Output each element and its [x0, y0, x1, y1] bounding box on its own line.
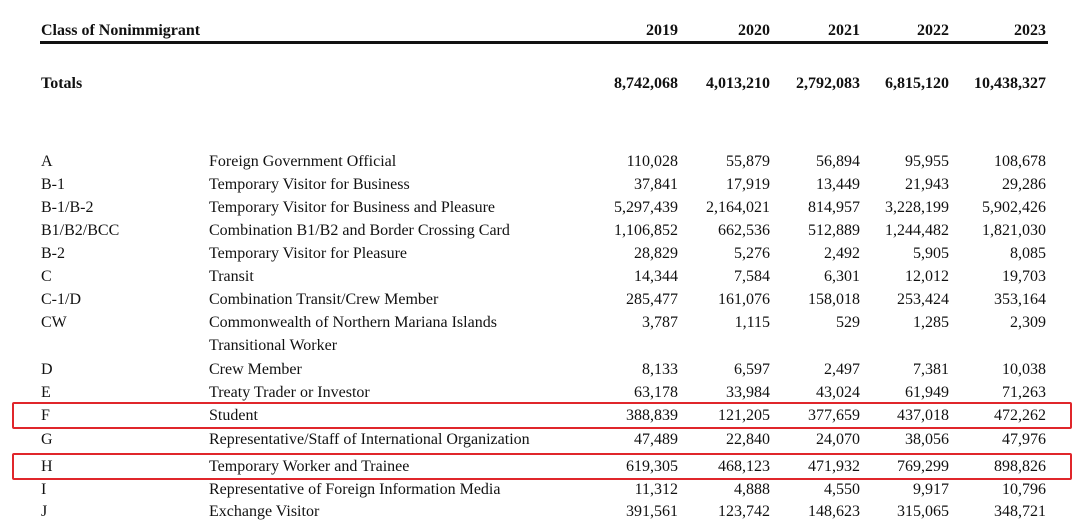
value-2021: 4,550 — [824, 481, 860, 498]
value-2023: 898,826 — [994, 458, 1046, 475]
value-2020: 662,536 — [718, 222, 770, 239]
value-2019: 14,344 — [634, 268, 678, 285]
value-2021: 148,623 — [808, 503, 860, 520]
value-2020: 22,840 — [726, 431, 770, 448]
value-2023: 1,821,030 — [982, 222, 1046, 239]
value-2022: 9,917 — [913, 481, 949, 498]
value-2022: 1,244,482 — [885, 222, 949, 239]
column-header-2020: 2020 — [738, 22, 770, 39]
class-code: B-2 — [41, 245, 65, 262]
value-2020: 5,276 — [734, 245, 770, 262]
column-header-2019: 2019 — [646, 22, 678, 39]
value-2023: 108,678 — [994, 153, 1046, 170]
value-2021: 13,449 — [816, 176, 860, 193]
class-code: C — [41, 268, 52, 285]
value-2019: 5,297,439 — [614, 199, 678, 216]
class-code: I — [41, 481, 47, 498]
table-row-E — [0, 381, 1080, 404]
value-2019: 11,312 — [634, 481, 678, 498]
value-2023: 353,164 — [994, 291, 1046, 308]
value-2021: 6,301 — [824, 268, 860, 285]
table-row-I — [0, 478, 1080, 501]
class-description: Temporary Worker and Trainee — [209, 458, 410, 475]
value-2020: 7,584 — [734, 268, 770, 285]
value-2021: 529 — [836, 314, 860, 331]
class-code: F — [41, 407, 50, 424]
value-2019: 63,178 — [634, 384, 678, 401]
class-description: Transit — [209, 268, 254, 285]
class-code: D — [41, 361, 53, 378]
value-2023: 5,902,426 — [982, 199, 1046, 216]
value-2023: 8,085 — [1010, 245, 1046, 262]
class-code: B-1/B-2 — [41, 199, 94, 216]
value-2023: 19,703 — [1002, 268, 1046, 285]
class-code: J — [41, 503, 48, 520]
class-description-line2: Transitional Worker — [209, 337, 338, 354]
class-code: C-1/D — [41, 291, 81, 308]
value-2023: 10,796 — [1002, 481, 1046, 498]
value-2020: 123,742 — [718, 503, 770, 520]
value-2022: 315,065 — [897, 503, 949, 520]
value-2022: 1,285 — [913, 314, 949, 331]
value-2020: 6,597 — [734, 361, 770, 378]
value-2021: 471,932 — [808, 458, 860, 475]
table-row-B-1-B-2 — [0, 196, 1080, 219]
value-2021: 158,018 — [808, 291, 860, 308]
value-2020: 17,919 — [726, 176, 770, 193]
value-2023: 472,262 — [994, 407, 1046, 424]
value-2019: 619,305 — [626, 458, 678, 475]
class-description: Temporary Visitor for Business and Pleasure — [209, 199, 496, 216]
totals-2021: 2,792,083 — [796, 75, 860, 92]
table-row-B-2 — [0, 242, 1080, 265]
class-description: Temporary Visitor for Pleasure — [209, 245, 408, 262]
value-2019: 37,841 — [634, 176, 678, 193]
value-2020: 468,123 — [718, 458, 770, 475]
table-row-A — [0, 150, 1080, 173]
value-2023: 2,309 — [1010, 314, 1046, 331]
class-description: Treaty Trader or Investor — [209, 384, 370, 401]
class-description: Representative/Staff of International Organization — [209, 431, 530, 448]
column-header-class: Class of Nonimmigrant — [41, 22, 201, 39]
highlight-box-student-row — [12, 402, 1072, 429]
value-2020: 55,879 — [726, 153, 770, 170]
value-2019: 47,489 — [634, 431, 678, 448]
value-2020: 4,888 — [734, 481, 770, 498]
value-2022: 7,381 — [913, 361, 949, 378]
table-row-B-1 — [0, 173, 1080, 196]
value-2022: 21,943 — [905, 176, 949, 193]
value-2021: 377,659 — [808, 407, 860, 424]
value-2021: 814,957 — [808, 199, 860, 216]
class-code: H — [41, 458, 53, 475]
value-2022: 253,424 — [897, 291, 949, 308]
value-2019: 8,133 — [642, 361, 678, 378]
value-2019: 110,028 — [626, 153, 678, 170]
class-description: Student — [209, 407, 258, 424]
value-2019: 391,561 — [626, 503, 678, 520]
class-description: Crew Member — [209, 361, 302, 378]
value-2020: 1,115 — [734, 314, 770, 331]
value-2022: 769,299 — [897, 458, 949, 475]
table-row-G — [0, 428, 1080, 451]
value-2019: 1,106,852 — [614, 222, 678, 239]
value-2021: 43,024 — [816, 384, 860, 401]
totals-2023: 10,438,327 — [974, 75, 1046, 92]
class-description: Representative of Foreign Information Media — [209, 481, 501, 498]
table-row-J — [0, 500, 1080, 523]
table-row-D — [0, 358, 1080, 381]
class-code: E — [41, 384, 51, 401]
value-2021: 56,894 — [816, 153, 860, 170]
totals-label: Totals — [41, 75, 83, 92]
class-code: CW — [41, 314, 67, 331]
value-2022: 437,018 — [897, 407, 949, 424]
class-description: Combination Transit/Crew Member — [209, 291, 439, 308]
class-description: Commonwealth of Northern Mariana Islands — [209, 314, 497, 331]
value-2022: 95,955 — [905, 153, 949, 170]
class-description: Combination B1/B2 and Border Crossing Card — [209, 222, 510, 239]
value-2023: 10,038 — [1002, 361, 1046, 378]
value-2019: 285,477 — [626, 291, 678, 308]
highlight-box-worker-row — [12, 453, 1072, 480]
table-row-B1-B2-BCC — [0, 219, 1080, 242]
class-description: Temporary Visitor for Business — [209, 176, 410, 193]
value-2022: 5,905 — [913, 245, 949, 262]
table-row-C-1-D — [0, 288, 1080, 311]
class-code: A — [41, 153, 53, 170]
value-2021: 2,497 — [824, 361, 860, 378]
value-2021: 512,889 — [808, 222, 860, 239]
totals-2019: 8,742,068 — [614, 75, 678, 92]
class-description: Exchange Visitor — [209, 503, 320, 520]
value-2022: 61,949 — [905, 384, 949, 401]
value-2022: 3,228,199 — [885, 199, 949, 216]
table-row-CW — [0, 311, 1080, 357]
value-2023: 348,721 — [994, 503, 1046, 520]
value-2019: 3,787 — [642, 314, 678, 331]
value-2019: 388,839 — [626, 407, 678, 424]
class-code: B1/B2/BCC — [41, 222, 120, 239]
column-header-2022: 2022 — [917, 22, 949, 39]
column-header-2023: 2023 — [1014, 22, 1046, 39]
value-2023: 29,286 — [1002, 176, 1046, 193]
value-2023: 47,976 — [1002, 431, 1046, 448]
header-rule — [40, 41, 1048, 44]
table-row-C — [0, 265, 1080, 288]
value-2020: 33,984 — [726, 384, 770, 401]
class-code: B-1 — [41, 176, 65, 193]
value-2020: 2,164,021 — [706, 199, 770, 216]
value-2022: 38,056 — [905, 431, 949, 448]
class-code: G — [41, 431, 53, 448]
class-description: Foreign Government Official — [209, 153, 397, 170]
value-2020: 121,205 — [718, 407, 770, 424]
totals-2020: 4,013,210 — [706, 75, 770, 92]
column-header-2021: 2021 — [828, 22, 860, 39]
value-2021: 24,070 — [816, 431, 860, 448]
value-2019: 28,829 — [634, 245, 678, 262]
value-2023: 71,263 — [1002, 384, 1046, 401]
value-2021: 2,492 — [824, 245, 860, 262]
totals-2022: 6,815,120 — [885, 75, 949, 92]
value-2020: 161,076 — [718, 291, 770, 308]
value-2022: 12,012 — [905, 268, 949, 285]
